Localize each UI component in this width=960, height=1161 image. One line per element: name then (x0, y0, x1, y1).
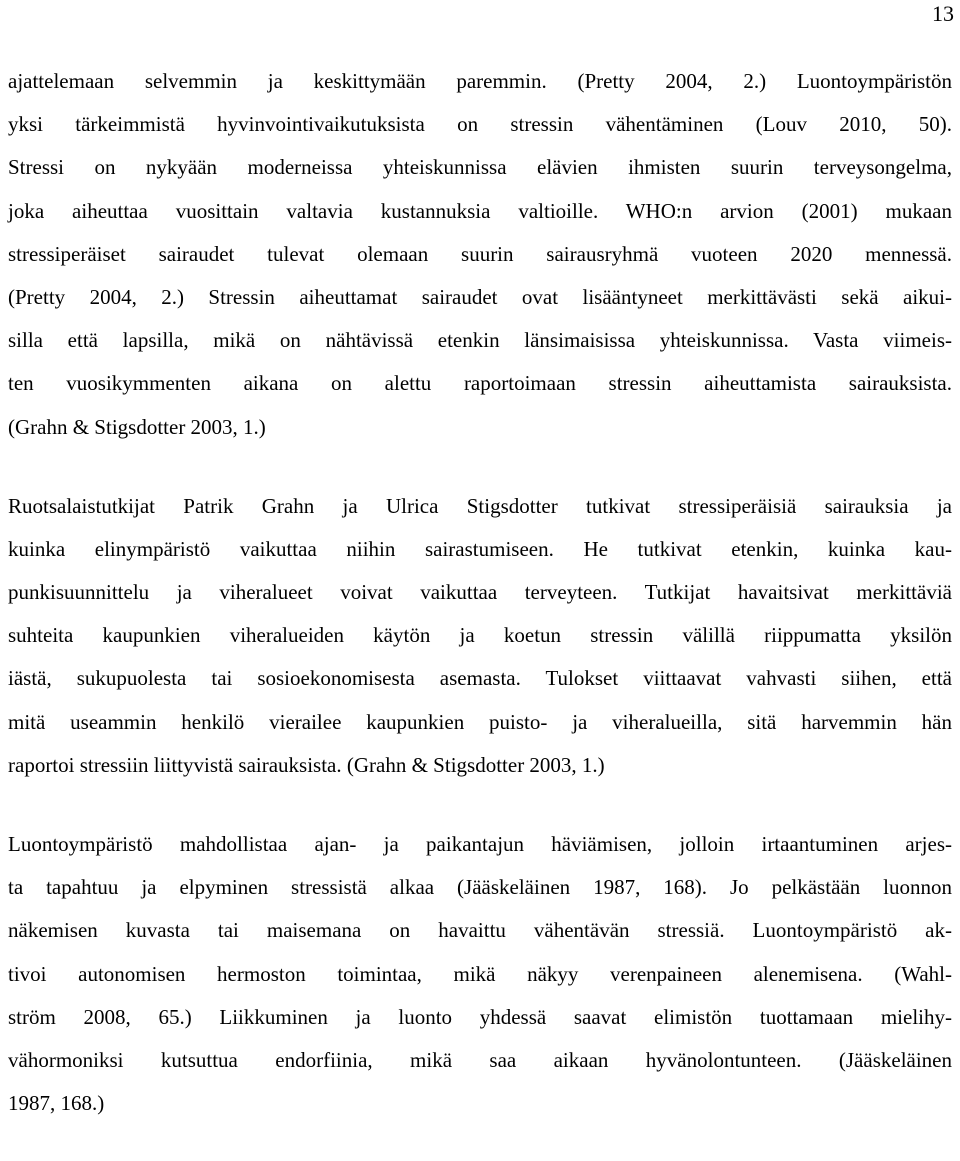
paragraph-1 (8, 60, 952, 449)
text-line: 1987, 168.) (8, 1091, 105, 1116)
text-line: Luontoympäristö mahdollistaa ajan- ja paikantajun häviämisen, jolloin irtaantuminen arjes- (8, 832, 952, 856)
text-line: mitä useammin henkilö vierailee kaupunkien puisto- ja viheralueilla, sitä harvemmin hän (8, 709, 952, 734)
paragraph-2 (8, 485, 952, 787)
text-line: Stressi on nykyään moderneissa yhteiskunnissa elävien ihmisten suurin terveysongelma, (8, 155, 952, 180)
text-line: silla että lapsilla, mikä on nähtävissä etenkin länsimaisissa yhteiskunnissa. Vasta viimeis- (8, 328, 952, 353)
text-line: (Grahn & Stigsdotter 2003, 1.) (8, 414, 266, 439)
body-text (8, 60, 952, 1161)
paragraph-3 (8, 823, 952, 1125)
text-line: ten vuosikymmenten aikana on alettu raportoimaan stressin aiheuttamista sairauksista. (8, 371, 952, 396)
text-line: tivoi autonomisen hermoston toimintaa, mikä näkyy verenpaineen alenemisena. (Wahl- (8, 961, 952, 986)
text-line: ström 2008, 65.) Liikkuminen ja luonto yhdessä saavat elimistön tuottamaan mielihy- (8, 1004, 952, 1029)
text-line: vähormoniksi kutsuttua endorfiinia, mikä saa aikaan hyvänolontunteen. (Jääskeläinen (8, 1047, 952, 1072)
text-line: punkisuunnittelu ja viheralueet voivat vaikuttaa terveyteen. Tutkijat havaitsivat merkittäviä (8, 580, 952, 605)
text-line: raportoi stressiin liittyvistä sairauksista. (Grahn & Stigsdotter 2003, 1.) (8, 752, 605, 777)
text-line: joka aiheuttaa vuosittain valtavia kustannuksia valtioille. WHO:n arvion (2001) mukaan (8, 198, 952, 223)
text-line: Ruotsalaistutkijat Patrik Grahn ja Ulrica Stigsdotter tutkivat stressiperäisiä sairauksia ja (8, 493, 952, 518)
page-number: 13 (932, 1, 954, 26)
text-line: stressiperäiset sairaudet tulevat olemaan suurin sairausryhmä vuoteen 2020 mennessä. (8, 241, 952, 266)
text-line: (Pretty 2004, 2.) Stressin aiheuttamat sairaudet ovat lisääntyneet merkittävästi sekä aikui- (8, 284, 952, 309)
text-line: näkemisen kuvasta tai maisemana on havaittu vähentävän stressiä. Luontoympäristö ak- (8, 918, 952, 943)
text-line: suhteita kaupunkien viheralueiden käytön ja koetun stressin välillä riippumatta yksilön (8, 623, 952, 648)
text-line: yksi tärkeimmistä hyvinvointivaikutuksista on stressin vähentäminen (Louv 2010, 50). (8, 112, 952, 137)
text-line: ta tapahtuu ja elpyminen stressistä alkaa (Jääskeläinen 1987, 168). Jo pelkästään luonnon (8, 875, 952, 900)
text-line: iästä, sukupuolesta tai sosioekonomisesta asemasta. Tulokset viittaavat vahvasti siihen, että (8, 666, 952, 691)
text-line: ajattelemaan selvemmin ja keskittymään paremmin. (Pretty 2004, 2.) Luontoympäristön (8, 69, 952, 93)
text-line: kuinka elinympäristö vaikuttaa niihin sairastumiseen. He tutkivat etenkin, kuinka kau- (8, 536, 952, 561)
